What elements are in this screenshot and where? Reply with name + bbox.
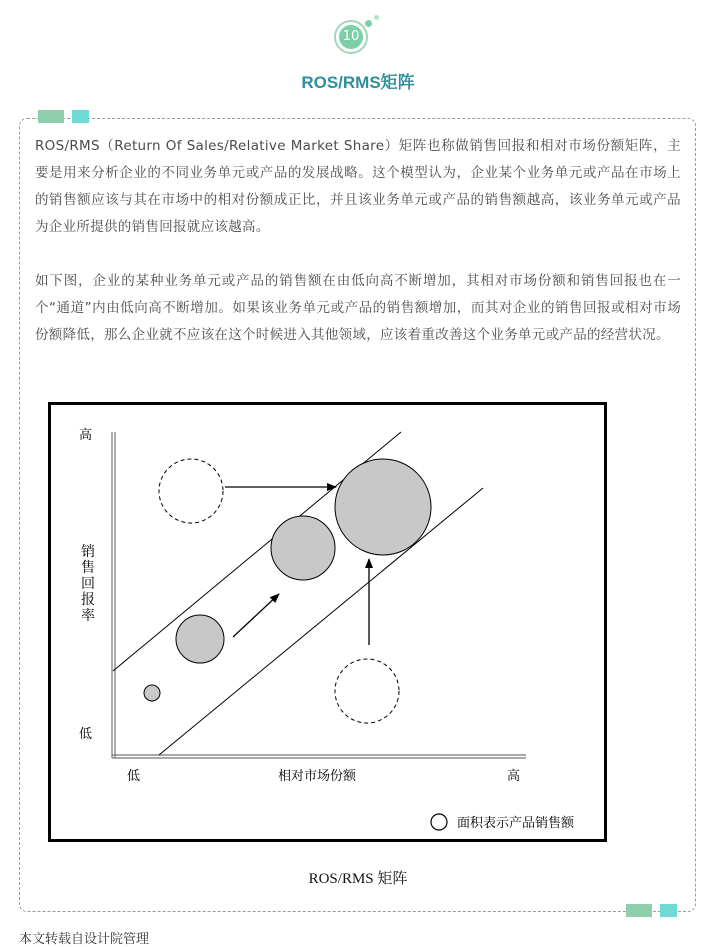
diagram-canvas — [51, 405, 604, 839]
x-axis-title: 相对市场份额 — [278, 769, 357, 784]
frame-corner-decor — [626, 904, 652, 917]
frame-corner-decor — [660, 904, 677, 917]
explanation-paragraph: 如下图，企业的某种业务单元或产品的销售额在由低向高不断增加，其相对市场份额和销售回报也在一个“通道”内由低向高不断增加。如果该业务单元或产品的销售额增加，而其对企业的销售回报或相对市场份额降低，那么企业就不应该在这个时候进入其他领域，应该着重改善这个业务单元或产品的经营状况。 — [35, 273, 681, 343]
y-axis-title-char: 回 — [81, 576, 95, 592]
legend-text: 面积表示产品销售额 — [457, 816, 575, 831]
y-low-label: 低 — [79, 727, 93, 742]
y-axis-title-char: 销 — [81, 544, 95, 560]
section-number-badge — [334, 20, 368, 54]
legend-circle-icon — [431, 814, 447, 830]
frame-corner-decor — [38, 110, 64, 123]
y-high-label: 高 — [79, 428, 93, 443]
ros-rms-diagram — [48, 402, 607, 842]
decor-dot-small — [374, 15, 379, 20]
bubble-medium — [271, 516, 335, 580]
source-note: 本文转载自设计院管理 — [19, 932, 150, 947]
bubble-tiny — [144, 685, 160, 701]
y-axis-title-char: 售 — [81, 560, 95, 576]
section-number: 10 — [339, 25, 363, 49]
y-axis-title-char: 率 — [81, 608, 95, 624]
intro-paragraph: ROS/RMS（Return Of Sales/Relative Market Share）矩阵也称做销售回报和相对市场份额矩阵，主要是用来分析企业的不同业务单元或产品的发展战略。这个模型认为，企业某个业务单元或产品在市场上的销售额应该与其在市场中的相对份额成正比，并且该业务单元或产品的销售额越高，该业务单元或产品为企业所提供的销售回报就应该越高。 — [35, 138, 681, 235]
bubble-large — [335, 459, 431, 555]
section-title: ROS/RMS矩阵 — [301, 73, 415, 92]
dashed-bubble-top — [159, 459, 223, 523]
frame-corner-decor — [72, 110, 89, 123]
x-high-label: 高 — [507, 769, 521, 784]
bubble-small — [176, 615, 224, 663]
decor-dot — [365, 20, 372, 27]
y-axis-title-char: 报 — [81, 592, 95, 608]
arrow-diagonal — [233, 594, 279, 637]
figure-caption: ROS/RMS 矩阵 — [308, 871, 408, 887]
x-low-label: 低 — [127, 769, 141, 784]
dashed-bubble-bottom — [335, 659, 399, 723]
